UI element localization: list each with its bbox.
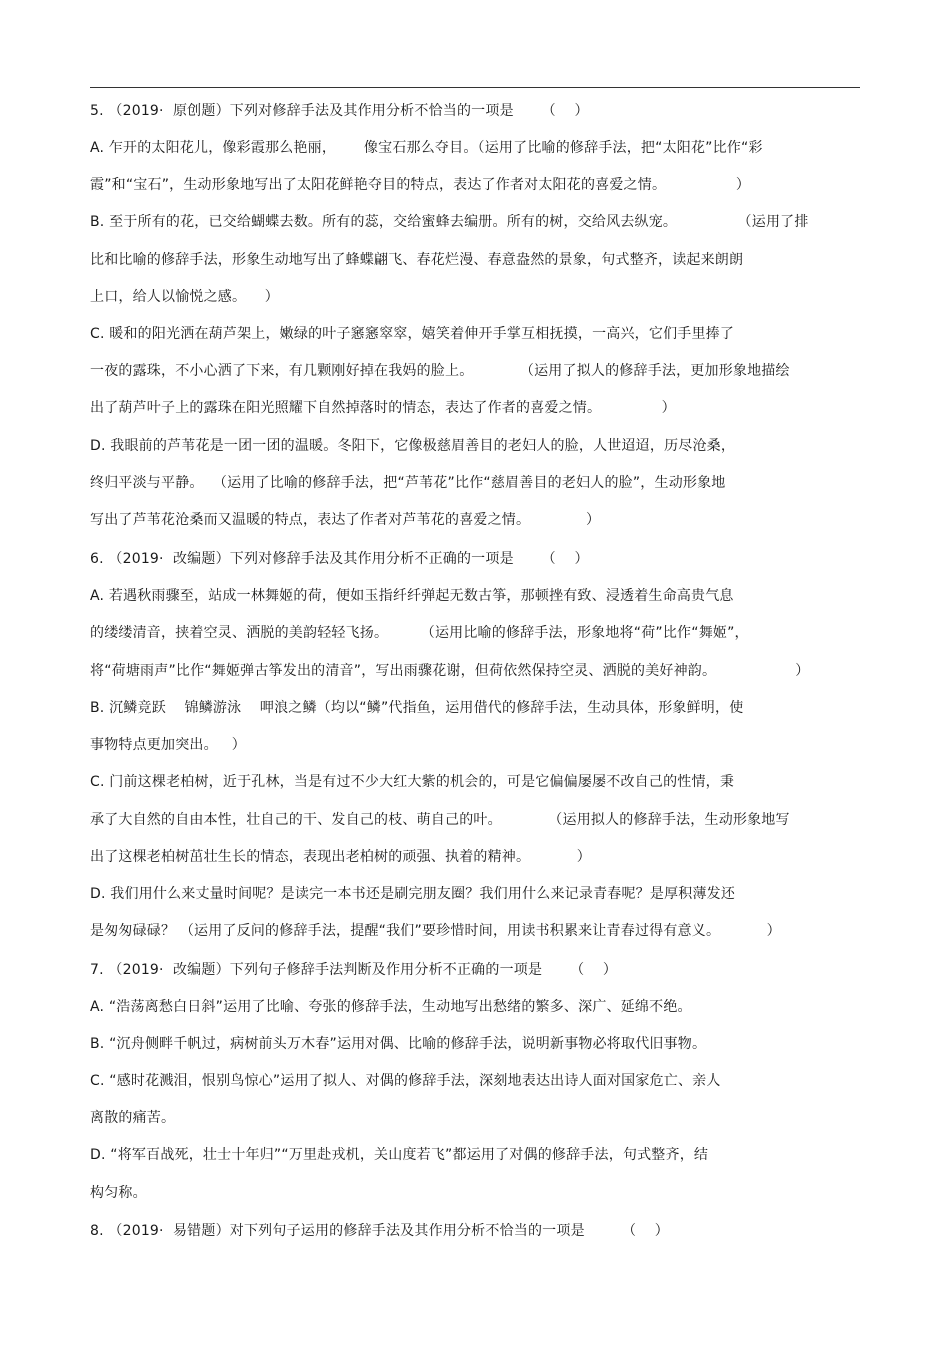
- text-line: C. “感时花溅泪，恨别鸟惊心”运用了拟人、对偶的修辞手法，深刻地表达出诗人面对国家危亡、亲人: [90, 1073, 721, 1089]
- header-rule: [90, 87, 860, 88]
- text-line: C. 门前这棵老柏树，近于孔林，当是有过不少大红大紫的机会的，可是它偏偏屡屡不改自己的性情，秉: [90, 774, 735, 790]
- text-line: D. 我眼前的芦苇花是一团一团的温暖。冬阳下，它像极慈眉善目的老妇人的脸，人世迢迢，历尽沧桑，: [90, 438, 736, 454]
- text-line: 出了这棵老柏树茁壮生长的情态，表现出老柏树的顽强、执着的精神。 ）: [90, 849, 591, 865]
- text-line: 承了大自然的自由本性，壮自己的干、发自己的枝、萌自己的叶。 （运用拟人的修辞手法，生动形象地写: [90, 812, 790, 828]
- text-line: D. “将军百战死，壮士十年归”“万里赴戎机，关山度若飞”都运用了对偶的修辞手法，句式整齐，结: [90, 1147, 709, 1163]
- text-line: B. 沉鳞竞跃 锦鳞游泳 呷浪之鳞（均以“鳞”代指鱼，运用借代的修辞手法，生动具体，形象鲜明，使: [90, 700, 744, 716]
- text-line: 6. （2019· 改编题）下列对修辞手法及其作用分析不正确的一项是 （ ）: [90, 551, 589, 567]
- text-line: B. “沉舟侧畔千帆过，病树前头万木春”运用对偶、比喻的修辞手法，说明新事物必将取代旧事物。: [90, 1036, 707, 1052]
- text-line: 构匀称。: [90, 1185, 147, 1201]
- text-line: A. 乍开的太阳花儿，像彩霞那么艳丽， 像宝石那么夺目。（运用了比喻的修辞手法，把“太阳花”比作“彩: [90, 140, 763, 156]
- text-line: 事物特点更加突出。 ）: [90, 737, 246, 753]
- text-line: 写出了芦苇花沧桑而又温暖的特点，表达了作者对芦苇花的喜爱之情。 ）: [90, 512, 601, 528]
- text-line: 终归平淡与平静。 （运用了比喻的修辞手法，把“芦苇花”比作“慈眉善目的老妇人的脸”，生动形象地: [90, 475, 726, 491]
- text-line: 将“荷塘雨声”比作“舞姬弹古筝发出的清音”，写出雨骤花谢，但荷依然保持空灵、洒脱的美好神韵。 ）: [90, 663, 810, 679]
- text-line: A. “浩荡离愁白日斜”运用了比喻、夸张的修辞手法，生动地写出愁绪的繁多、深广、延绵不绝。: [90, 999, 692, 1015]
- text-line: 比和比喻的修辞手法，形象生动地写出了蜂蝶翩飞、春花烂漫、春意盎然的景象，句式整齐，读起来朗朗: [90, 252, 744, 268]
- text-line: 上口，给人以愉悦之感。 ）: [90, 289, 279, 305]
- text-line: 5. （2019· 原创题）下列对修辞手法及其作用分析不恰当的一项是 （ ）: [90, 103, 589, 119]
- text-line: 的缕缕清音，挟着空灵、洒脱的美韵轻轻飞扬。 （运用比喻的修辞手法，形象地将“荷”比作“舞姬”，: [90, 625, 749, 641]
- text-line: 霞”和“宝石”，生动形象地写出了太阳花鲜艳夺目的特点，表达了作者对太阳花的喜爱之情。 ）: [90, 177, 751, 193]
- text-line: C. 暖和的阳光洒在葫芦架上，嫩绿的叶子窸窸窣窣，嬉笑着伸开手掌互相抚摸，一高兴，它们手里捧了: [90, 326, 735, 342]
- text-line: D. 我们用什么来丈量时间呢？是读完一本书还是刷完朋友圈？我们用什么来记录青春呢？是厚积薄发还: [90, 886, 736, 902]
- text-line: B. 至于所有的花，已交给蝴蝶去数。所有的蕊，交给蜜蜂去编册。所有的树，交给风去纵宠。 （运用了排: [90, 214, 809, 230]
- text-line: 是匆匆碌碌？ （运用了反问的修辞手法，提醒“我们”要珍惜时间，用读书积累来让青春过得有意义。 ）: [90, 923, 781, 939]
- text-line: 出了葫芦叶子上的露珠在阳光照耀下自然掉落时的情态，表达了作者的喜爱之情。 ）: [90, 400, 676, 416]
- text-line: 一夜的露珠，不小心洒了下来，有几颗刚好掉在我妈的脸上。 （运用了拟人的修辞手法，更加形象地描绘: [90, 363, 790, 379]
- text-line: A. 若遇秋雨骤至，站成一林舞姬的荷，便如玉指纤纤弹起无数古筝，那顿挫有致、浸透着生命高贵气息: [90, 588, 734, 604]
- text-line: 7. （2019· 改编题）下列句子修辞手法判断及作用分析不正确的一项是 （ ）: [90, 962, 618, 978]
- text-line: 8. （2019· 易错题）对下列句子运用的修辞手法及其作用分析不恰当的一项是 （ ）: [90, 1223, 669, 1239]
- text-line: 离散的痛苦。: [90, 1110, 176, 1126]
